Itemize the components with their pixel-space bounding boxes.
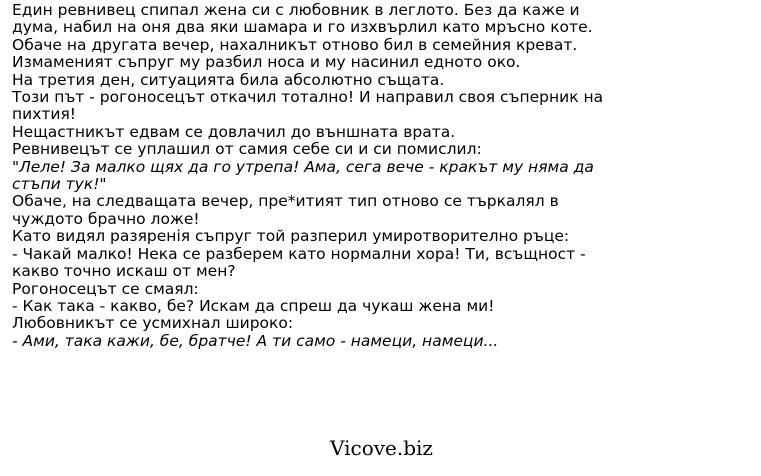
joke-line: Като видял разяренія съпруг той разперил умиротворително ръце: [12, 227, 570, 246]
joke-line: Рогоносецът се смаял: [12, 279, 199, 298]
joke-line: какво точно искаш от мен? [12, 262, 236, 281]
joke-line: пихтия! [12, 105, 77, 124]
joke-line: Любовникът се усмихнал широко: [12, 314, 294, 333]
joke-line: Обаче на другата вечер, нахалникът отново бил в семейния креват. [12, 35, 578, 54]
joke-line: Един ревнивец спипал жена си с любовник в леглото. Без да каже и [12, 1, 580, 19]
joke-text [12, 2, 752, 350]
joke-line-punchline: - Ами, така кажи, бе, братче! А ти само - намеци, намеци... [12, 331, 499, 350]
joke-line-quote: "Леле! За малко щях да го утрепа! Ама, сега вече - кракът му няма да [12, 157, 594, 176]
joke-line-quote: стъпи тук!" [12, 175, 107, 194]
joke-line: Този път - рогоносецът откачил тотално! И направил своя съперник на [12, 88, 604, 107]
joke-line: Ревнивецът се уплашил от самия себе си и си помислил: [12, 140, 482, 159]
joke-line: Обаче, на следващата вечер, пре*итият тип отново се търкалял в [12, 192, 559, 211]
joke-line: Измамeният съпруг му разбил носа и му насинил едното око. [12, 53, 521, 72]
joke-line: - Чакай малко! Нека се разберем като нормални хора! Ти, всъщност - [12, 244, 586, 263]
joke-line: На третия ден, ситуацията била абсолютно същата. [12, 70, 445, 89]
joke-line: дума, набил на оня два яки шамара и го изхвърлил като мръсно коте. [12, 18, 593, 37]
joke-line: чуждото брачно ложе! [12, 209, 200, 228]
site-watermark: Vicove.biz [330, 436, 433, 460]
joke-line: Нещастникът едвам се довлачил до външната врата. [12, 122, 456, 141]
joke-line: - Как така - какво, бе? Искам да спреш да чукаш жена ми! [12, 296, 495, 315]
